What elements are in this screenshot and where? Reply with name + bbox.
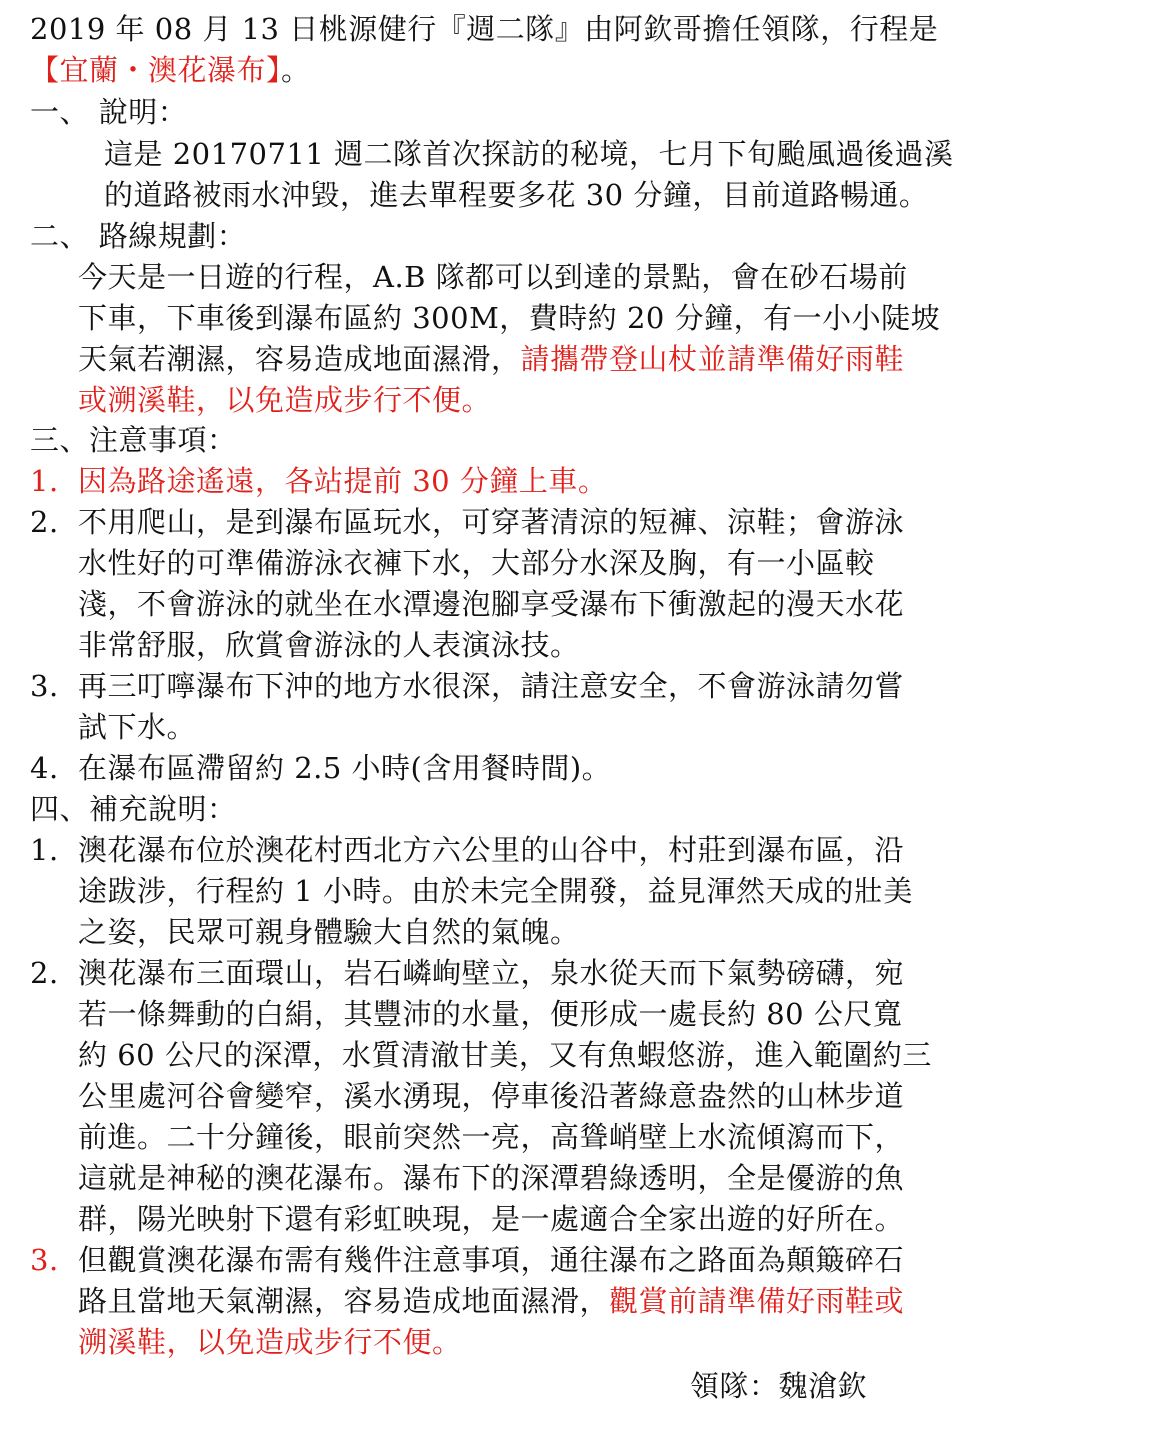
supplement-item-text: 這就是神秘的澳花瀑布。瀑布下的深潭碧綠透明，全是優游的魚 [78,1161,905,1195]
section-2-text: 天氣若潮濕，容易造成地面濕滑， [78,342,521,376]
supplement-item-text: 若一條舞動的白絹，其豐沛的水量，便形成一處長約 80 公尺寬 [78,997,903,1031]
supplement-item-text: 前進。二十分鐘後，眼前突然一亮，高聳峭壁上水流傾瀉而下， [78,1120,905,1154]
supplement-text: 路且當地天氣潮濕，容易造成地面濕滑， [78,1284,610,1318]
notice-item-text: 因為路途遙遠，各站提前 30 分鐘上車。 [78,464,608,498]
notice-item-number: 4. [30,751,59,785]
supplement-warning: 觀賞前請準備好雨鞋或 [609,1284,905,1318]
section-4-heading: 四、補充說明： [30,792,237,826]
leader-signature: 領隊：魏滄欽 [690,1369,868,1403]
intro-line-2 [30,50,311,91]
intro-end: 。 [281,53,311,87]
notice-item-text: 試下水。 [78,710,197,744]
destination-title: 【宜蘭・澳花瀑布】 [30,53,282,87]
notice-item-number: 1. [30,464,59,498]
notice-item-text: 非常舒服，欣賞會游泳的人表演泳技。 [78,628,580,662]
supplement-item-text: 公里處河谷會變窄，溪水湧現，停車後沿著綠意盎然的山林步道 [78,1079,905,1113]
section-1-heading: 一、 說明： [30,95,188,129]
notice-item-text: 淺，不會游泳的就坐在水潭邊泡腳享受瀑布下衝激起的漫天水花 [78,587,905,621]
intro-line-1: 2019 年 08 月 13 日桃源健行『週二隊』由阿欽哥擔任領隊，行程是 [30,12,939,46]
supplement-item-number: 1. [30,833,59,867]
section-1-paragraph-line: 這是 20170711 週二隊首次探訪的秘境，七月下旬颱風過後過溪 [104,137,954,171]
notice-item-text: 再三叮嚀瀑布下沖的地方水很深，請注意安全，不會游泳請勿嘗 [78,669,905,703]
notice-item-number: 2. [30,505,59,539]
supplement-item-number: 3. [30,1243,59,1277]
notice-item-number: 3. [30,669,59,703]
notice-item-text: 在瀑布區滯留約 2.5 小時(含用餐時間)。 [78,751,612,785]
notice-item-text: 不用爬山，是到瀑布區玩水，可穿著清涼的短褲、涼鞋；會游泳 [78,505,905,539]
supplement-item-text: 澳花瀑布三面環山，岩石嶙峋壁立，泉水從天而下氣勢磅礴，宛 [78,956,905,990]
section-1-paragraph-line: 的道路被雨水沖毀，進去單程要多花 30 分鐘，目前道路暢通。 [104,178,929,212]
section-2-paragraph-line: 下車，下車後到瀑布區約 300M，費時約 20 分鐘，有一小小陡坡 [78,301,941,335]
supplement-item-text: 群，陽光映射下還有彩虹映現，是一處適合全家出遊的好所在。 [78,1202,905,1236]
notice-item-text: 水性好的可準備游泳衣褲下水，大部分水深及胸，有一小區較 [78,546,875,580]
section-3-heading: 三、注意事項： [30,423,237,457]
section-2-warning: 請攜帶登山杖並請準備好雨鞋 [520,342,905,376]
supplement-item-text: 途跋涉，行程約 1 小時。由於未完全開發，益見渾然天成的壯美 [78,874,913,908]
supplement-item-text [78,1281,904,1322]
section-2-warning-line: 或溯溪鞋，以免造成步行不便。 [78,383,492,417]
supplement-item-text: 但觀賞澳花瀑布需有幾件注意事項，通往瀑布之路面為顛簸碎石 [78,1243,905,1277]
section-2-paragraph-line: 今天是一日遊的行程，A.B 隊都可以到達的景點，會在砂石場前 [78,260,908,294]
supplement-item-text: 約 60 公尺的深潭，水質清澈甘美，又有魚蝦悠游，進入範圍約三 [78,1038,932,1072]
supplement-item-number: 2. [30,956,59,990]
section-2-heading: 二、 路線規劃： [30,219,247,253]
supplement-item-text: 之姿，民眾可親身體驗大自然的氣魄。 [78,915,580,949]
supplement-item-text: 澳花瀑布位於澳花村西北方六公里的山谷中，村莊到瀑布區，沿 [78,833,905,867]
section-2-paragraph-line [78,339,904,380]
supplement-warning-line: 溯溪鞋，以免造成步行不便。 [78,1325,462,1359]
